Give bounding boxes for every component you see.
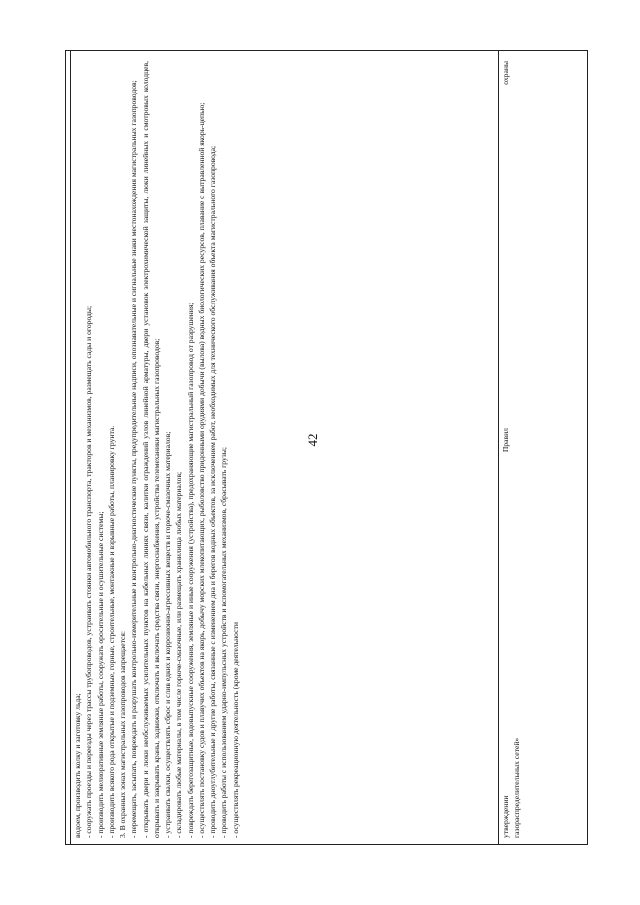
paragraph: - повреждать берегозащитные, водовыпускные сооружения, земляные и иные сооружения (устройства), предохраняющие магистральный газопровод от разрушения; (185, 302, 195, 838)
page-number: 42 (305, 433, 320, 447)
regulation-reference-cell (500, 57, 582, 842)
paragraph: - сооружать проезды и переезды через трассы трубопроводов, устраивать стоянки автомобильного транспорта, тракторов и механизмов, размещать сады и огороды; (84, 305, 94, 838)
paragraph: - производить всякого рода открытые и подземные, горные, строительные, монтажные и взрывные работы, планировку грунта. (106, 425, 116, 838)
paragraph: - осуществлять постановку судов и плавучих объектов на якорь, добычу морских млекопитающих, рыболовство придонными орудиями добычи (вылова) водных биологических ресурсов, плавание с вытравленной якорь-цепью; (196, 102, 206, 838)
column-divider-2 (498, 51, 499, 844)
column-divider-1 (70, 51, 71, 844)
reference-line: утверждении Правил охраны (501, 61, 510, 838)
paragraph: - перемещать, засыпать, повреждать и разрушать контрольно-измерительные и контрольно-диагностические пункты, предупредительные надписи, опознавательные и сигнальные знаки местонахождения магистральных газопроводов; (129, 80, 139, 838)
paragraph: - осуществлять рекреационную деятельность (кроме деятельности (230, 622, 240, 838)
paragraph: - складировать любые материалы, в том числе горюче-смазочные, или размещать хранилища любых материалов; (174, 471, 184, 838)
document-table (65, 50, 588, 845)
paragraph: - открывать двери и люки необслуживаемых усилительных пунктов на кабельных линиях связи, калитки ограждений узлов линейной арматуры, двери установок электрохимической защиты, люки линейных и смотровых колодцев, открывать и закрывать краны, задвижки, отключать и включать средства связи, энергоснабжения, устройства телемеханики магистральных газопроводов; (140, 61, 161, 838)
paragraph: - проводить дноуглубительные и другие работы, связанные с изменением дна и берегов водных объектов, за исключением работ, необходимых для технического обслуживания объекта магистрального газопровода; (208, 145, 217, 838)
paragraph: водоем, производить колку и заготовку льда; (73, 693, 82, 838)
reference-line: газораспределительных сетей» (512, 737, 522, 838)
paragraph: - производить мелиоративные земляные работы, сооружать оросительные и осушительные системы; (95, 511, 105, 838)
paragraph: 3. В охранных зонах магистральных газопроводов запрещается: (118, 631, 127, 838)
prohibitions-text-cell (72, 57, 496, 842)
paragraph: - проводить работы с использованием ударно-импульсных устройств и вспомогательных механизмов, сбрасывать грузы; (219, 447, 229, 838)
paragraph: - устраивать свалки, осуществлять сброс и слив едких и коррозионно-агрессивных веществ и горюче-смазочных материалов; (163, 431, 172, 838)
